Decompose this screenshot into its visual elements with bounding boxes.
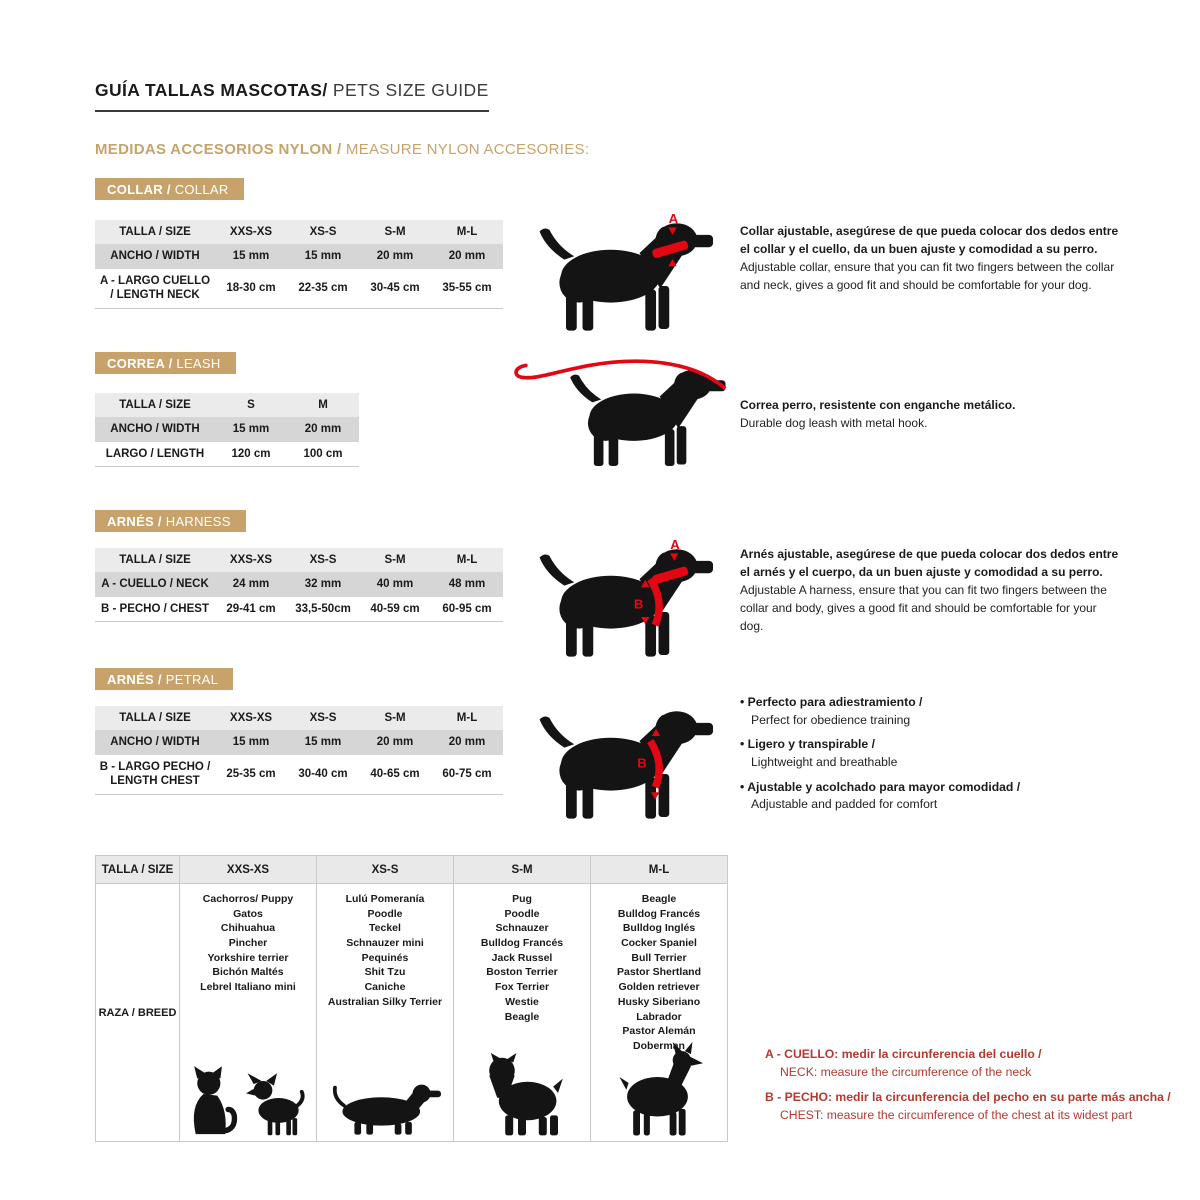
note-neck	[765, 1046, 1200, 1081]
feature-item	[740, 779, 1140, 814]
cell-value: 120 cm	[215, 442, 287, 467]
chihuahua-icon	[246, 1073, 308, 1137]
feature-item	[740, 694, 1140, 729]
feature-es: • Ajustable y acolchado para mayor comodidad /	[740, 779, 1140, 797]
cell-value: 20 mm	[359, 730, 431, 754]
col-header-size: TALLA / SIZE	[95, 706, 215, 730]
col-header-m-l: M-L	[431, 220, 503, 244]
breed-list: Pug Poodle Schnauzer Bulldog Francés Jack Russel Boston Terrier Fox Terrier Westie Beagle	[480, 893, 564, 1023]
badge-harness-es: ARNÉS /	[107, 514, 162, 529]
badge-collar-en: COLLAR	[170, 182, 229, 197]
breeds-cell-m-l	[591, 884, 728, 1142]
leash-width-row	[95, 417, 359, 441]
row-label: ANCHO / WIDTH	[95, 417, 215, 441]
harness-table-header-row	[95, 548, 503, 572]
badge-leash-es: CORREA /	[107, 356, 173, 371]
collar-description	[740, 222, 1122, 294]
cell-value: 40-59 cm	[359, 597, 431, 622]
leash-description	[740, 396, 1122, 432]
col-header-xxs-xs: XXS-XS	[215, 220, 287, 244]
col-header-m: M	[287, 393, 359, 417]
svg-text:B: B	[637, 755, 647, 771]
note-neck-en: NECK: measure the circumference of the neck	[780, 1064, 1032, 1079]
harness-desc-en: Adjustable A harness, ensure that you can fit two fingers between the collar and body, gives a good fit and should be comfortable for your dog.	[740, 583, 1107, 633]
dachshund-icon	[329, 1077, 441, 1137]
cell-value: 15 mm	[287, 730, 359, 754]
collar-desc-es: Collar ajustable, asegúrese de que pueda colocar dos dedos entre el collar y el cuello, da un buen ajuste y comodidad a su perro.	[740, 224, 1119, 256]
cell-value: 29-41 cm	[215, 597, 287, 622]
feature-es: • Ligero y transpirable /	[740, 736, 1140, 754]
cell-value: 35-55 cm	[431, 269, 503, 308]
page-title-es: GUÍA TALLAS MASCOTAS/	[95, 80, 328, 100]
cell-value: 20 mm	[359, 244, 431, 268]
svg-text:A: A	[668, 211, 679, 227]
feature-en: Perfect for obedience training	[751, 712, 911, 727]
row-label: ANCHO / WIDTH	[95, 244, 215, 268]
petral-features-list	[740, 694, 1140, 821]
col-header-xs-s: XS-S	[287, 706, 359, 730]
col-header-s-m: S-M	[359, 548, 431, 572]
schnauzer-icon	[478, 1053, 566, 1137]
cell-value: 20 mm	[287, 417, 359, 441]
col-header-xxs-xs: XXS-XS	[215, 706, 287, 730]
leash-desc-es: Correa perro, resistente con enganche metálico.	[740, 398, 1016, 412]
cell-value: 60-75 cm	[431, 755, 503, 794]
cell-value: 15 mm	[215, 417, 287, 441]
measuring-notes	[765, 1046, 1200, 1133]
harness-desc-es: Arnés ajustable, asegúrese de que pueda colocar dos dedos entre el arnés y el cuerpo, da un buen ajuste y comodidad a su perro.	[740, 547, 1119, 579]
page-title	[95, 80, 489, 112]
collar-size-table	[95, 220, 503, 309]
harness-chest-row	[95, 597, 503, 622]
petral-size-table	[95, 706, 503, 795]
subtitle-en: MEASURE NYLON ACCESORIES:	[341, 141, 590, 158]
cell-value: 15 mm	[215, 730, 287, 754]
badge-petral-es: ARNÉS /	[107, 672, 162, 687]
feature-en: Adjustable and padded for comfort	[751, 797, 938, 812]
col-header-xxs-xs: XXS-XS	[215, 548, 287, 572]
cell-value: 40 mm	[359, 572, 431, 596]
badge-collar-es: COLLAR /	[107, 182, 171, 197]
breeds-header-row	[96, 856, 728, 884]
col-header-s-m: S-M	[359, 220, 431, 244]
svg-text:B: B	[633, 596, 644, 612]
feature-es: • Perfecto para adiestramiento /	[740, 694, 1140, 712]
page-subtitle	[95, 141, 589, 158]
row-label: A - CUELLO / NECK	[95, 572, 215, 596]
dog-collar-illustration	[528, 210, 718, 334]
cell-value: 20 mm	[431, 244, 503, 268]
row-label: B - PECHO / CHEST	[95, 597, 215, 622]
col-header-size: TALLA / SIZE	[95, 220, 215, 244]
breeds-table	[95, 855, 728, 1142]
collar-neck-length-row	[95, 269, 503, 308]
note-neck-es: A - CUELLO: medir la circunferencia del cuello /	[765, 1047, 1042, 1061]
subtitle-es: MEDIDAS ACCESORIOS NYLON /	[95, 141, 342, 158]
collar-table-header-row	[95, 220, 503, 244]
breed-list: Cachorros/ Puppy Gatos Chihuahua Pincher Yorkshire terrier Bichón Maltés Lebrel Italiano mini	[200, 893, 296, 994]
col-header-s: S	[215, 393, 287, 417]
harness-description	[740, 545, 1122, 635]
leash-table-header-row	[95, 393, 359, 417]
harness-size-table	[95, 548, 503, 622]
breeds-row-label: RAZA / BREED	[96, 884, 180, 1142]
col-header-m-l: M-L	[431, 706, 503, 730]
note-chest-es: B - PECHO: medir la circunferencia del pecho en su parte más ancha /	[765, 1090, 1171, 1105]
animal-silhouettes	[317, 1077, 453, 1137]
dog-leash-illustration	[508, 358, 730, 469]
col-header-size: TALLA / SIZE	[95, 393, 215, 417]
dog-harness-illustration	[528, 536, 718, 660]
cell-value: 100 cm	[287, 442, 359, 467]
col-header-size: TALLA / SIZE	[95, 548, 215, 572]
petral-width-row	[95, 730, 503, 754]
col-header-s-m: S-M	[454, 856, 591, 884]
col-header-m-l: M-L	[591, 856, 728, 884]
feature-item	[740, 736, 1140, 771]
cell-value: 15 mm	[287, 244, 359, 268]
cell-value: 32 mm	[287, 572, 359, 596]
collar-width-row	[95, 244, 503, 268]
note-chest-en: CHEST: measure the circumference of the chest at its widest part	[780, 1108, 1133, 1123]
leash-length-row	[95, 442, 359, 467]
cell-value: 30-40 cm	[287, 755, 359, 794]
col-header-xs-s: XS-S	[287, 220, 359, 244]
row-label: LARGO / LENGTH	[95, 442, 215, 467]
row-label: A - LARGO CUELLO / LENGTH NECK	[95, 269, 215, 308]
doberman-icon	[613, 1042, 705, 1137]
svg-text:A: A	[670, 537, 680, 553]
cell-value: 15 mm	[215, 244, 287, 268]
breeds-body-row	[96, 884, 728, 1142]
petral-chest-length-row	[95, 755, 503, 794]
col-header-s-m: S-M	[359, 706, 431, 730]
cell-value: 18-30 cm	[215, 269, 287, 308]
breed-list: Beagle Bulldog Francés Bulldog Inglés Cocker Spaniel Bull Terrier Pastor Shertland Golden retriever Husky Siberiano Labrador Pastor Alemán Doberman	[616, 893, 702, 1052]
section-badge-petral	[95, 668, 233, 690]
col-header-xs-s: XS-S	[317, 856, 454, 884]
col-header-xxs-xs: XXS-XS	[180, 856, 317, 884]
section-badge-harness	[95, 510, 246, 532]
section-badge-leash	[95, 352, 236, 374]
badge-leash-en: LEASH	[172, 356, 221, 371]
cat-icon	[188, 1065, 242, 1137]
cell-value: 60-95 cm	[431, 597, 503, 622]
cell-value: 30-45 cm	[359, 269, 431, 308]
cell-value: 33,5-50cm	[287, 597, 359, 622]
note-chest	[765, 1089, 1200, 1124]
breeds-cell-xxs-xs	[180, 884, 317, 1142]
animal-silhouettes	[180, 1065, 316, 1137]
badge-petral-en: PETRAL	[161, 672, 219, 687]
col-header-xs-s: XS-S	[287, 548, 359, 572]
badge-harness-en: HARNESS	[161, 514, 231, 529]
leash-desc-en: Durable dog leash with metal hook.	[740, 416, 928, 430]
col-header-m-l: M-L	[431, 548, 503, 572]
collar-desc-en: Adjustable collar, ensure that you can fit two fingers between the collar and neck, gives a good fit and should be comfortable for your dog.	[740, 260, 1115, 292]
row-label: B - LARGO PECHO / LENGTH CHEST	[95, 755, 215, 794]
cell-value: 40-65 cm	[359, 755, 431, 794]
cell-value: 25-35 cm	[215, 755, 287, 794]
breeds-cell-s-m	[454, 884, 591, 1142]
feature-en: Lightweight and breathable	[751, 755, 898, 770]
animal-silhouettes	[591, 1042, 727, 1137]
row-label: ANCHO / WIDTH	[95, 730, 215, 754]
leash-size-table	[95, 393, 359, 467]
cell-value: 22-35 cm	[287, 269, 359, 308]
cell-value: 20 mm	[431, 730, 503, 754]
cell-value: 48 mm	[431, 572, 503, 596]
breed-list: Lulú Pomeranía Poodle Teckel Schnauzer mini Pequinés Shit Tzu Caniche Australian Silky Terrier	[327, 893, 443, 1008]
breeds-cell-xs-s	[317, 884, 454, 1142]
petral-table-header-row	[95, 706, 503, 730]
section-badge-collar	[95, 178, 244, 200]
harness-neck-row	[95, 572, 503, 596]
cell-value: 24 mm	[215, 572, 287, 596]
dog-petral-illustration	[528, 698, 718, 822]
animal-silhouettes	[454, 1053, 590, 1137]
page-title-en: PETS SIZE GUIDE	[327, 80, 489, 100]
col-header-size: TALLA / SIZE	[96, 856, 180, 884]
